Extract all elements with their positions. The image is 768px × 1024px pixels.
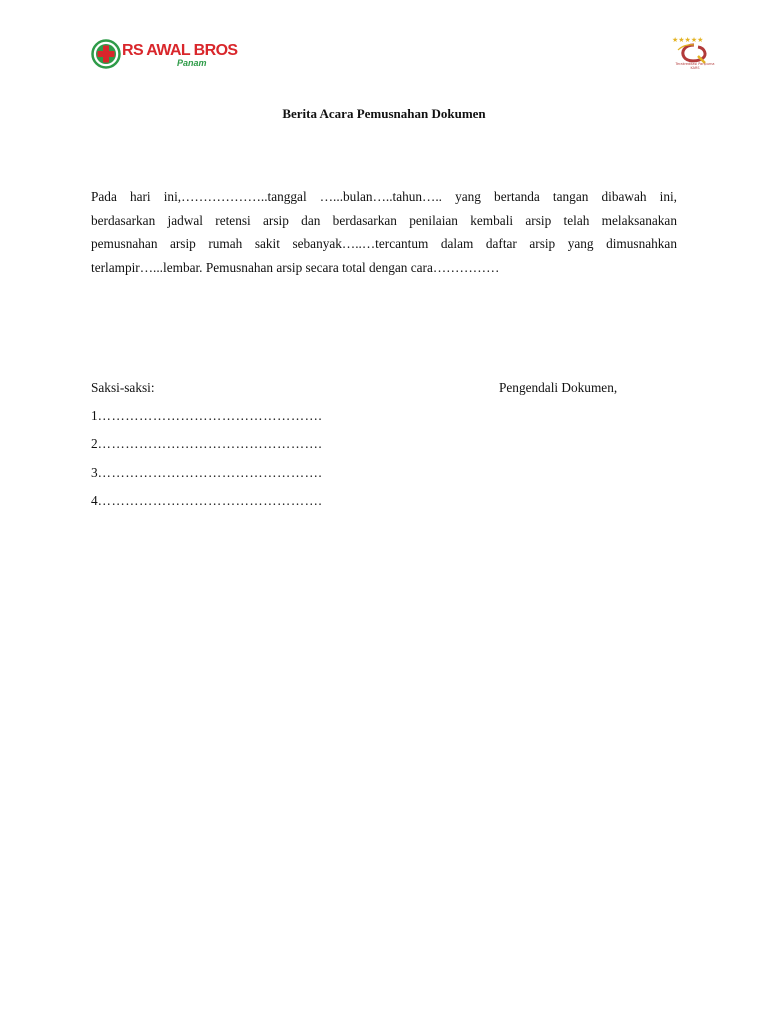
hospital-branch-name: Panam xyxy=(177,58,207,68)
witness-signature-blank: …………………………………………. xyxy=(97,464,323,480)
accreditation-caption xyxy=(666,62,724,70)
witness-number: 1 xyxy=(91,408,98,423)
witness-line xyxy=(91,464,322,492)
paragraph-line-1: Pada hari ini,………………..tanggal …...bulan…..tahun….. yang bertanda tangan dibawah ini, xyxy=(91,189,677,204)
body-paragraph xyxy=(91,185,677,279)
paragraph-line-2: berdasarkan jadwal retensi arsip dan berdasarkan penilaian kembali arsip telah melaksanakan xyxy=(91,212,677,228)
accreditation-caption-line2: KARS xyxy=(690,66,700,70)
star-rating-icon: ★★★★★ xyxy=(672,36,704,44)
document-title: Berita Acara Pemusnahan Dokumen xyxy=(282,106,486,121)
red-cross-icon xyxy=(91,39,121,69)
witness-number: 4 xyxy=(91,492,98,508)
witness-list xyxy=(91,407,322,520)
accreditation-logo xyxy=(666,36,724,72)
witness-line xyxy=(91,407,322,435)
hospital-brand-name: RS AWAL BROS xyxy=(122,42,238,59)
accreditation-caption-line1: Terakreditasi Paripurna xyxy=(675,62,715,66)
witness-number: 2 xyxy=(91,436,98,452)
hospital-logo xyxy=(91,38,238,72)
witness-signature-blank: …………………………………………. xyxy=(97,492,323,508)
paragraph-line-3: pemusnahan arsip rumah sakit sebanyak…..…tercantum dalam daftar arsip yang dimusnahkan xyxy=(91,236,677,251)
witness-number: 3 xyxy=(91,464,98,480)
paragraph-line-4: terlampir…...lembar. Pemusnahan arsip secara total dengan cara…………… xyxy=(91,259,500,275)
witness-line xyxy=(91,492,322,520)
witness-signature-blank: …………………………………………. xyxy=(97,408,323,423)
witnesses-label: Saksi-saksi: xyxy=(91,380,155,395)
witness-line xyxy=(91,435,322,463)
document-controller-label: Pengendali Dokumen, xyxy=(499,380,618,395)
accreditation-seal-icon xyxy=(674,42,714,64)
witness-signature-blank: …………………………………………. xyxy=(97,436,323,452)
